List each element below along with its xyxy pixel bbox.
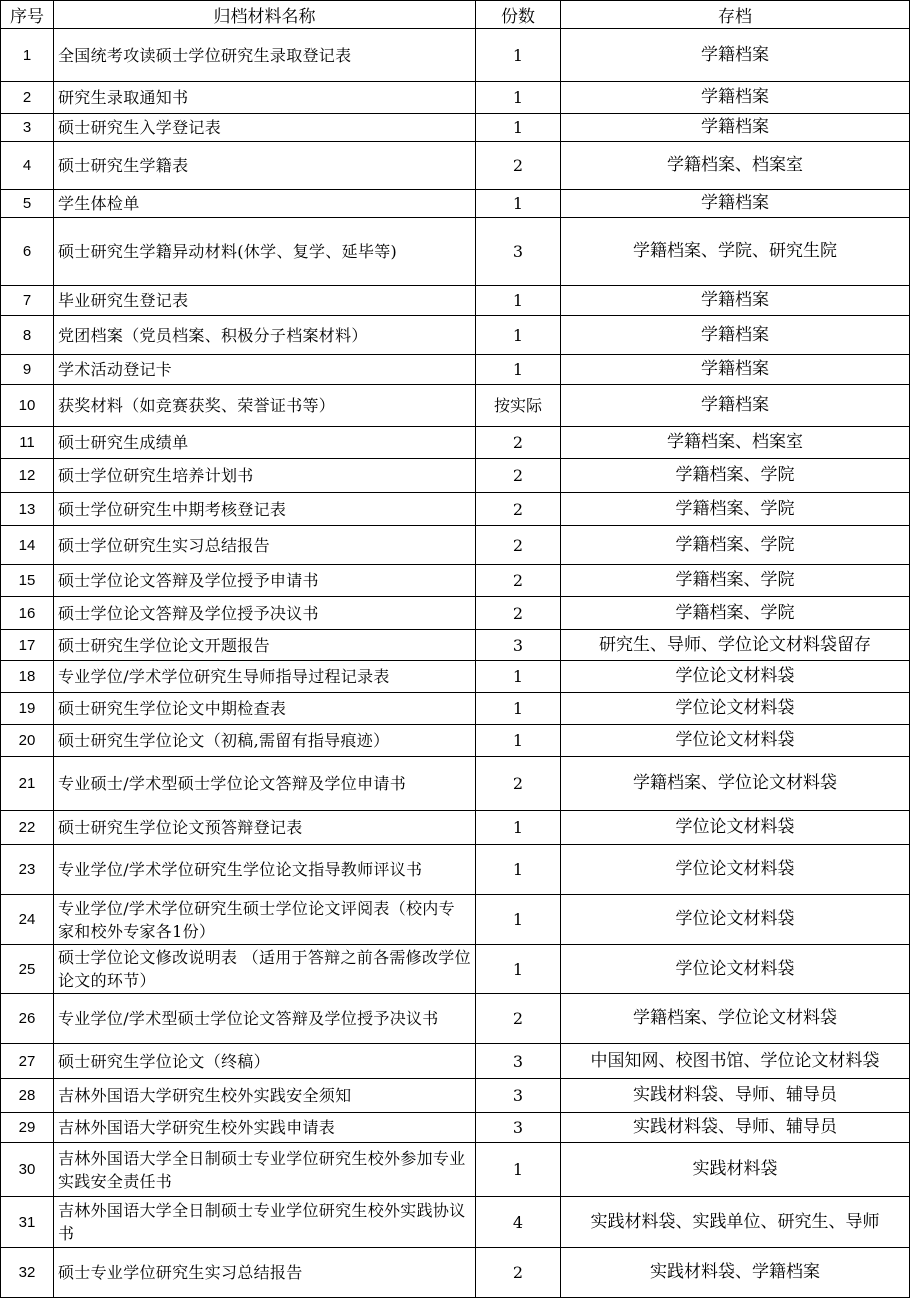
cell-no: 6	[1, 218, 54, 286]
table-row	[1, 1197, 910, 1248]
cell-no: 4	[1, 142, 54, 190]
cell-store: 学籍档案、学院	[561, 526, 910, 565]
cell-no: 26	[1, 994, 54, 1044]
table-row	[1, 597, 910, 630]
cell-store: 实践材料袋、导师、辅导员	[561, 1079, 910, 1113]
cell-count: 2	[476, 565, 561, 597]
cell-no: 27	[1, 1044, 54, 1079]
cell-count: 1	[476, 945, 561, 994]
cell-store: 学籍档案、学院	[561, 565, 910, 597]
table-row	[1, 630, 910, 661]
cell-count: 1	[476, 355, 561, 385]
cell-name: 硕士专业学位研究生实习总结报告	[54, 1248, 476, 1298]
cell-no: 15	[1, 565, 54, 597]
cell-count: 2	[476, 597, 561, 630]
cell-store: 实践材料袋、实践单位、研究生、导师	[561, 1197, 910, 1248]
table-row	[1, 190, 910, 218]
cell-count: 1	[476, 82, 561, 114]
cell-count: 3	[476, 630, 561, 661]
cell-name: 吉林外国语大学研究生校外实践申请表	[54, 1113, 476, 1143]
cell-name: 硕士研究生学位论文（初稿,需留有指导痕迹）	[54, 725, 476, 757]
cell-store: 学籍档案	[561, 82, 910, 114]
cell-name: 硕士学位研究生中期考核登记表	[54, 493, 476, 526]
cell-no: 20	[1, 725, 54, 757]
cell-name: 吉林外国语大学全日制硕士专业学位研究生校外参加专业实践安全责任书	[54, 1143, 476, 1197]
cell-no: 29	[1, 1113, 54, 1143]
cell-store: 学籍档案、学院	[561, 459, 910, 493]
cell-no: 21	[1, 757, 54, 811]
cell-store: 学籍档案、档案室	[561, 427, 910, 459]
header-name: 归档材料名称	[54, 1, 476, 29]
cell-no: 12	[1, 459, 54, 493]
table-row	[1, 1044, 910, 1079]
cell-count: 2	[476, 142, 561, 190]
table-row	[1, 459, 910, 493]
cell-no: 23	[1, 845, 54, 895]
cell-no: 22	[1, 811, 54, 845]
cell-no: 9	[1, 355, 54, 385]
cell-count: 1	[476, 693, 561, 725]
cell-name: 硕士研究生入学登记表	[54, 114, 476, 142]
cell-store: 学位论文材料袋	[561, 661, 910, 693]
table-row	[1, 493, 910, 526]
cell-store: 学籍档案、学院	[561, 597, 910, 630]
header-row	[1, 1, 910, 29]
header-store: 存档	[561, 1, 910, 29]
cell-name: 专业硕士/学术型硕士学位论文答辩及学位申请书	[54, 757, 476, 811]
table-row	[1, 1113, 910, 1143]
cell-no: 5	[1, 190, 54, 218]
table-row	[1, 945, 910, 994]
table-row	[1, 757, 910, 811]
cell-count: 2	[476, 526, 561, 565]
table-body	[1, 29, 910, 1298]
cell-name: 硕士研究生学位论文（终稿）	[54, 1044, 476, 1079]
cell-store: 实践材料袋	[561, 1143, 910, 1197]
cell-count: 1	[476, 316, 561, 355]
cell-store: 学位论文材料袋	[561, 895, 910, 945]
cell-count: 2	[476, 1248, 561, 1298]
cell-name: 毕业研究生登记表	[54, 286, 476, 316]
cell-store: 学位论文材料袋	[561, 725, 910, 757]
cell-no: 16	[1, 597, 54, 630]
table-row	[1, 895, 910, 945]
table-row	[1, 565, 910, 597]
cell-no: 3	[1, 114, 54, 142]
table-row	[1, 1248, 910, 1298]
table-row	[1, 286, 910, 316]
table-row	[1, 142, 910, 190]
cell-name: 硕士研究生成绩单	[54, 427, 476, 459]
cell-store: 学位论文材料袋	[561, 811, 910, 845]
cell-name: 获奖材料（如竞赛获奖、荣誉证书等）	[54, 385, 476, 427]
header-count: 份数	[476, 1, 561, 29]
cell-name: 硕士学位论文答辩及学位授予决议书	[54, 597, 476, 630]
table-row	[1, 218, 910, 286]
cell-no: 2	[1, 82, 54, 114]
cell-count: 1	[476, 1143, 561, 1197]
cell-name: 硕士学位论文修改说明表 （适用于答辩之前各需修改学位论文的环节）	[54, 945, 476, 994]
cell-count: 1	[476, 895, 561, 945]
cell-count: 4	[476, 1197, 561, 1248]
table-row	[1, 994, 910, 1044]
table-row	[1, 114, 910, 142]
cell-count: 2	[476, 493, 561, 526]
cell-no: 25	[1, 945, 54, 994]
cell-store: 学位论文材料袋	[561, 945, 910, 994]
table-row	[1, 1143, 910, 1197]
cell-name: 专业学位/学术学位研究生导师指导过程记录表	[54, 661, 476, 693]
table-row	[1, 693, 910, 725]
cell-name: 党团档案（党员档案、积极分子档案材料）	[54, 316, 476, 355]
cell-count: 3	[476, 1079, 561, 1113]
cell-no: 1	[1, 29, 54, 82]
cell-no: 31	[1, 1197, 54, 1248]
cell-count: 1	[476, 725, 561, 757]
cell-count: 1	[476, 811, 561, 845]
cell-store: 学籍档案	[561, 286, 910, 316]
cell-name: 硕士研究生学位论文中期检查表	[54, 693, 476, 725]
cell-count: 3	[476, 1044, 561, 1079]
cell-count: 3	[476, 1113, 561, 1143]
table-row	[1, 845, 910, 895]
cell-store: 研究生、导师、学位论文材料袋留存	[561, 630, 910, 661]
cell-count: 3	[476, 218, 561, 286]
cell-no: 8	[1, 316, 54, 355]
cell-store: 学籍档案	[561, 355, 910, 385]
cell-no: 18	[1, 661, 54, 693]
cell-no: 24	[1, 895, 54, 945]
cell-count: 2	[476, 427, 561, 459]
cell-count: 2	[476, 757, 561, 811]
cell-count: 1	[476, 190, 561, 218]
cell-name: 吉林外国语大学研究生校外实践安全须知	[54, 1079, 476, 1113]
table-row	[1, 355, 910, 385]
cell-name: 硕士学位研究生培养计划书	[54, 459, 476, 493]
cell-name: 硕士学位论文答辩及学位授予申请书	[54, 565, 476, 597]
cell-name: 硕士学位研究生实习总结报告	[54, 526, 476, 565]
table-row	[1, 526, 910, 565]
cell-store: 学籍档案、档案室	[561, 142, 910, 190]
cell-no: 10	[1, 385, 54, 427]
table-row	[1, 811, 910, 845]
cell-store: 学籍档案	[561, 385, 910, 427]
cell-name: 硕士研究生学位论文开题报告	[54, 630, 476, 661]
cell-count: 1	[476, 661, 561, 693]
cell-store: 学籍档案	[561, 190, 910, 218]
cell-no: 13	[1, 493, 54, 526]
cell-count: 1	[476, 114, 561, 142]
cell-no: 19	[1, 693, 54, 725]
header-no: 序号	[1, 1, 54, 29]
cell-store: 学位论文材料袋	[561, 845, 910, 895]
table-row	[1, 1079, 910, 1113]
cell-name: 学术活动登记卡	[54, 355, 476, 385]
table-row	[1, 661, 910, 693]
cell-name: 专业学位/学术学位研究生硕士学位论文评阅表（校内专家和校外专家各1份）	[54, 895, 476, 945]
cell-name: 专业学位/学术学位研究生学位论文指导教师评议书	[54, 845, 476, 895]
cell-store: 学籍档案、学院、研究生院	[561, 218, 910, 286]
cell-no: 14	[1, 526, 54, 565]
cell-count: 1	[476, 845, 561, 895]
cell-name: 研究生录取通知书	[54, 82, 476, 114]
cell-store: 实践材料袋、导师、辅导员	[561, 1113, 910, 1143]
cell-no: 28	[1, 1079, 54, 1113]
cell-store: 学位论文材料袋	[561, 693, 910, 725]
cell-name: 专业学位/学术型硕士学位论文答辩及学位授予决议书	[54, 994, 476, 1044]
cell-store: 学籍档案	[561, 316, 910, 355]
cell-count: 1	[476, 29, 561, 82]
cell-name: 全国统考攻读硕士学位研究生录取登记表	[54, 29, 476, 82]
cell-name: 学生体检单	[54, 190, 476, 218]
cell-no: 11	[1, 427, 54, 459]
cell-no: 32	[1, 1248, 54, 1298]
cell-count: 1	[476, 286, 561, 316]
cell-store: 学籍档案、学院	[561, 493, 910, 526]
cell-store: 学籍档案	[561, 114, 910, 142]
cell-count: 2	[476, 459, 561, 493]
cell-no: 7	[1, 286, 54, 316]
cell-no: 17	[1, 630, 54, 661]
table-row	[1, 725, 910, 757]
cell-name: 硕士研究生学籍表	[54, 142, 476, 190]
cell-store: 学籍档案、学位论文材料袋	[561, 757, 910, 811]
cell-name: 硕士研究生学籍异动材料(休学、复学、延毕等)	[54, 218, 476, 286]
table-row	[1, 385, 910, 427]
table-row	[1, 29, 910, 82]
cell-store: 学籍档案	[561, 29, 910, 82]
cell-count: 2	[476, 994, 561, 1044]
table-row	[1, 427, 910, 459]
table-row	[1, 82, 910, 114]
table-row	[1, 316, 910, 355]
cell-name: 吉林外国语大学全日制硕士专业学位研究生校外实践协议书	[54, 1197, 476, 1248]
cell-store: 实践材料袋、学籍档案	[561, 1248, 910, 1298]
cell-name: 硕士研究生学位论文预答辩登记表	[54, 811, 476, 845]
cell-store: 中国知网、校图书馆、学位论文材料袋	[561, 1044, 910, 1079]
cell-store: 学籍档案、学位论文材料袋	[561, 994, 910, 1044]
cell-no: 30	[1, 1143, 54, 1197]
cell-count: 按实际	[476, 385, 561, 427]
